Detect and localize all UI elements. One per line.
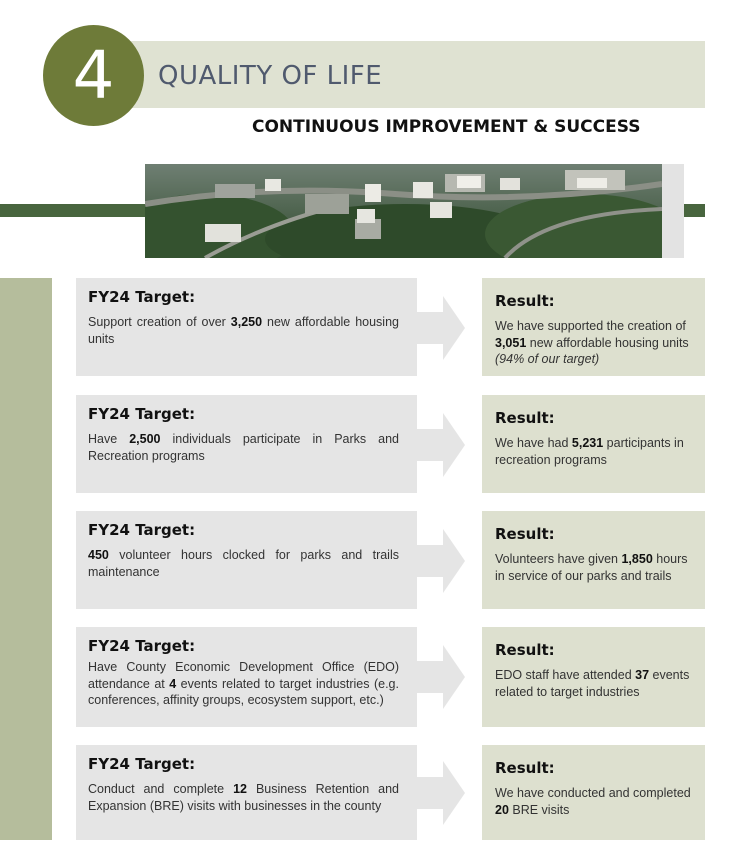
photo-side-panel [662, 164, 684, 258]
arrow-right-icon [417, 296, 465, 360]
target-box [76, 395, 417, 493]
result-box [482, 395, 705, 493]
result-box [482, 511, 705, 609]
target-box [76, 511, 417, 609]
divider-bar-right [684, 204, 705, 217]
target-heading: FY24 Target: [88, 521, 196, 539]
result-text: We have had 5,231 participants in recreation programs [495, 436, 684, 467]
side-accent-strip [0, 278, 52, 840]
target-box [76, 278, 417, 376]
result-box [482, 627, 705, 727]
arrow-right-icon [417, 761, 465, 825]
result-text: EDO staff have attended 37 events related to target industries [495, 668, 690, 699]
arrow-right-icon [417, 529, 465, 593]
section-number-badge: 4 [43, 25, 144, 126]
target-heading: FY24 Target: [88, 288, 196, 306]
divider-bar-left [0, 204, 145, 217]
arrow-right-icon [417, 645, 465, 709]
aerial-photo [145, 164, 662, 258]
result-text: Volunteers have given 1,850 hours in service of our parks and trails [495, 552, 688, 583]
target-box [76, 627, 417, 727]
result-heading: Result: [495, 292, 555, 310]
title-banner [130, 41, 705, 108]
target-heading: FY24 Target: [88, 755, 196, 773]
result-text: We have supported the creation of 3,051 new affordable housing units (94% of our target) [495, 319, 689, 366]
arrow-right-icon [417, 413, 465, 477]
target-text: Conduct and complete 12 Business Retention and Expansion (BRE) visits with businesses in the county [88, 782, 399, 813]
result-heading: Result: [495, 759, 555, 777]
result-heading: Result: [495, 525, 555, 543]
page-subtitle: CONTINUOUS IMPROVEMENT & SUCCESS [252, 117, 641, 137]
result-box [482, 745, 705, 840]
result-box [482, 278, 705, 376]
target-box [76, 745, 417, 840]
target-text: Have County Economic Development Office (EDO) attendance at 4 events related to target industries (e.g. conferences, affinity groups, ecosystem support, etc.) [88, 660, 399, 707]
target-heading: FY24 Target: [88, 637, 196, 655]
result-heading: Result: [495, 409, 555, 427]
result-heading: Result: [495, 641, 555, 659]
target-heading: FY24 Target: [88, 405, 196, 423]
target-text: 450 volunteer hours clocked for parks and trails maintenance [88, 548, 399, 579]
target-text: Support creation of over 3,250 new affordable housing units [88, 315, 399, 346]
page-title: QUALITY OF LIFE [158, 61, 383, 91]
target-text: Have 2,500 individuals participate in Parks and Recreation programs [88, 432, 400, 463]
result-text: We have conducted and completed 20 BRE visits [495, 786, 691, 817]
